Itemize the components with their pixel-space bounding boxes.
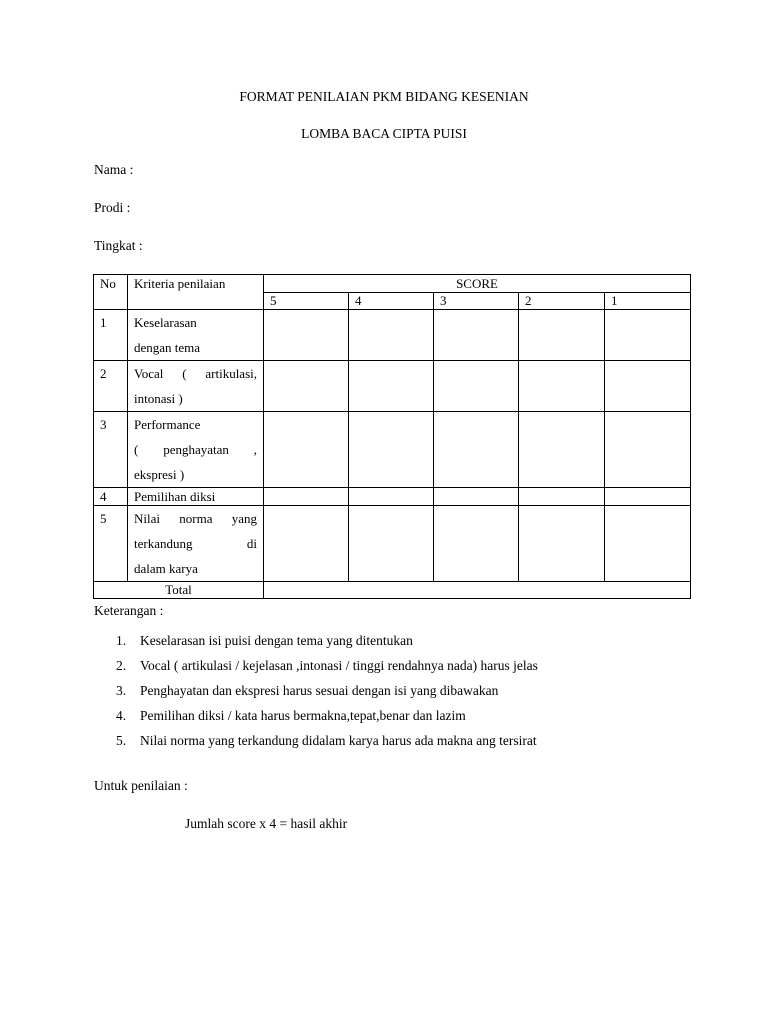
criteria-line: Vocal ( artikulasi, — [134, 366, 257, 381]
total-label: Total — [94, 582, 264, 599]
field-nama: Nama : — [94, 162, 134, 177]
criteria-line: Nilai norma yang — [134, 511, 257, 526]
score-level: 5 — [264, 293, 349, 310]
criteria-line: intonasi ) — [134, 391, 183, 406]
list-item — [94, 628, 694, 653]
score-cell[interactable] — [349, 412, 434, 488]
score-cell[interactable] — [434, 361, 519, 412]
criteria-line: dalam karya — [134, 561, 198, 576]
row-criteria — [128, 361, 264, 412]
scoring-table — [93, 274, 691, 599]
criteria-line: ( penghayatan , — [134, 442, 257, 457]
score-cell[interactable] — [264, 506, 349, 582]
keterangan-list — [94, 628, 694, 753]
score-cell[interactable] — [519, 506, 605, 582]
list-item — [94, 728, 694, 753]
score-cell[interactable] — [264, 412, 349, 488]
criteria-line: ekspresi ) — [134, 467, 185, 482]
row-number: 4 — [94, 488, 128, 506]
document-subtitle: LOMBA BACA CIPTA PUISI — [301, 126, 467, 141]
table-row — [94, 412, 691, 488]
score-cell[interactable] — [519, 488, 605, 506]
header-score: SCORE — [264, 275, 691, 293]
criteria-line: terkandung di — [134, 536, 257, 551]
row-criteria — [128, 506, 264, 582]
keterangan-title: Keterangan : — [94, 603, 164, 618]
list-text: Penghayatan dan ekspresi harus sesuai dengan isi yang dibawakan — [140, 683, 499, 698]
row-number: 5 — [94, 506, 128, 582]
list-text: Vocal ( artikulasi / kejelasan ,intonasi / tinggi rendahnya nada) harus jelas — [140, 658, 538, 673]
criteria-line: Keselarasan — [134, 315, 197, 330]
document-title: FORMAT PENILAIAN PKM BIDANG KESENIAN — [239, 89, 529, 104]
score-cell[interactable] — [264, 310, 349, 361]
table-row — [94, 310, 691, 361]
row-number: 3 — [94, 412, 128, 488]
score-cell[interactable] — [434, 412, 519, 488]
list-number: 3. — [116, 683, 127, 698]
score-cell[interactable] — [434, 310, 519, 361]
table-header-row — [94, 275, 691, 293]
score-cell[interactable] — [264, 361, 349, 412]
row-number: 1 — [94, 310, 128, 361]
score-cell[interactable] — [605, 506, 691, 582]
table-row — [94, 506, 691, 582]
score-level: 3 — [434, 293, 519, 310]
score-cell[interactable] — [519, 361, 605, 412]
score-cell[interactable] — [349, 361, 434, 412]
score-cell[interactable] — [605, 412, 691, 488]
list-number: 2. — [116, 658, 127, 673]
score-cell[interactable] — [519, 412, 605, 488]
score-cell[interactable] — [434, 488, 519, 506]
score-cell[interactable] — [434, 506, 519, 582]
table-row — [94, 488, 691, 506]
header-no: No — [94, 275, 128, 310]
score-cell[interactable] — [519, 310, 605, 361]
list-text: Nilai norma yang terkandung didalam karya harus ada makna ang tersirat — [140, 733, 537, 748]
score-cell[interactable] — [605, 488, 691, 506]
table-row — [94, 361, 691, 412]
scoring-formula: Jumlah score x 4 = hasil akhir — [185, 816, 348, 831]
table-total-row — [94, 582, 691, 599]
field-tingkat: Tingkat : — [94, 238, 143, 253]
total-cell[interactable] — [264, 582, 691, 599]
field-prodi: Prodi : — [94, 200, 131, 215]
header-kriteria: Kriteria penilaian — [128, 275, 264, 310]
list-text: Pemilihan diksi / kata harus bermakna,tepat,benar dan lazim — [140, 708, 466, 723]
list-item — [94, 678, 694, 703]
row-criteria — [128, 310, 264, 361]
criteria-line: Pemilihan diksi — [134, 489, 216, 504]
score-cell[interactable] — [264, 488, 349, 506]
score-level: 2 — [519, 293, 605, 310]
row-number: 2 — [94, 361, 128, 412]
criteria-line: Performance — [134, 417, 201, 432]
untuk-penilaian-label: Untuk penilaian : — [94, 778, 188, 793]
score-level: 1 — [605, 293, 691, 310]
score-level: 4 — [349, 293, 434, 310]
row-criteria — [128, 488, 264, 506]
list-number: 1. — [116, 633, 127, 648]
criteria-line: dengan tema — [134, 340, 201, 355]
list-item — [94, 703, 694, 728]
list-text: Keselarasan isi puisi dengan tema yang ditentukan — [140, 633, 413, 648]
list-item — [94, 653, 694, 678]
row-criteria — [128, 412, 264, 488]
score-cell[interactable] — [349, 310, 434, 361]
score-cell[interactable] — [605, 310, 691, 361]
score-cell[interactable] — [349, 488, 434, 506]
list-number: 5. — [116, 733, 127, 748]
list-number: 4. — [116, 708, 127, 723]
score-cell[interactable] — [605, 361, 691, 412]
score-cell[interactable] — [349, 506, 434, 582]
